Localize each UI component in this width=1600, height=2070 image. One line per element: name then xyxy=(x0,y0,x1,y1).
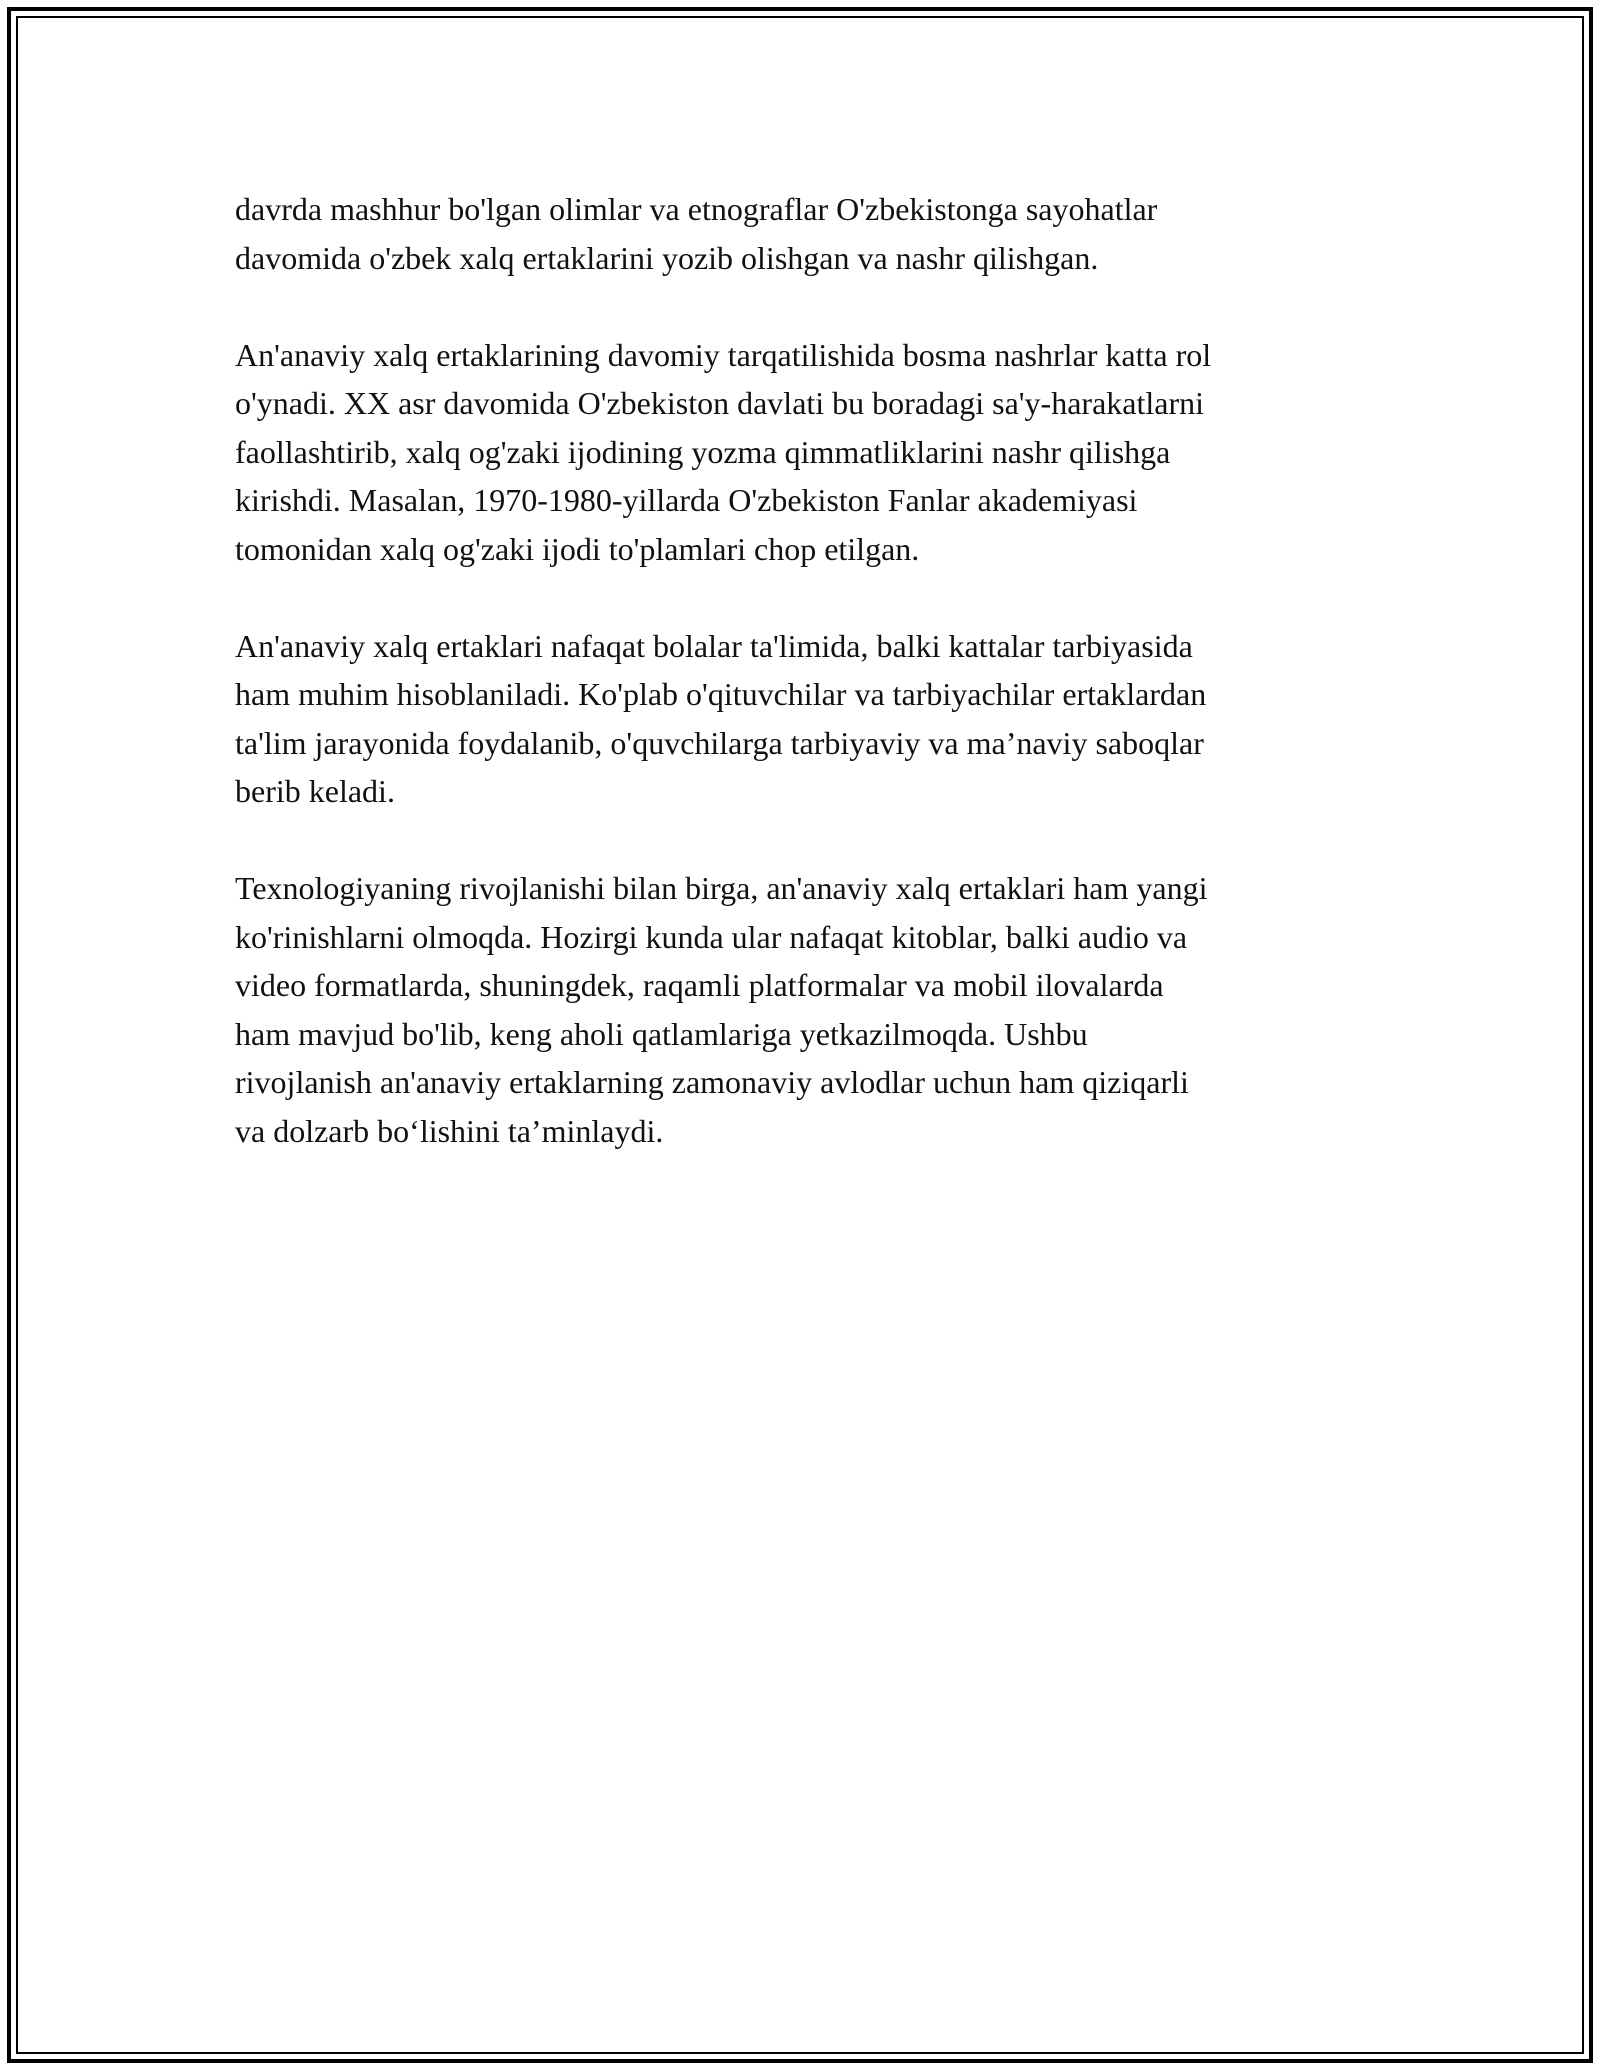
paragraph-1: davrda mashhur bo'lgan olimlar va etnograflar O'zbekistonga sayohatlar davomida o'zbek xalq ertaklarini yozib olishgan va nashr qilishgan. xyxy=(235,191,1158,276)
paragraph-3: An'anaviy xalq ertaklari nafaqat bolalar ta'limida, balki kattalar tarbiyasida ham muhim hisoblaniladi. Ko'plab o'qituvchilar va tarbiyachilar ertaklardan ta'lim jarayonida foydalanib, o'quvchilarga tarbiyaviy va ma’naviy saboqlar berib keladi. xyxy=(235,627,1207,809)
document-body xyxy=(235,185,1375,1204)
paragraph-2: An'anaviy xalq ertaklarining davomiy tarqatilishida bosma nashrlar katta rol o'ynadi. XX asr davomida O'zbekiston davlati bu boradagi sa'y-harakatlarni faollashtirib, xalq og'zaki ijodining yozma qimmatliklarini nashr qilishga kirishdi. Masalan, 1970-1980-yillarda O'zbekiston Fanlar akademiyasi tomonidan xalq og'zaki ijodi to'plamlari chop etilgan. xyxy=(235,336,1212,567)
paragraph-4: Texnologiyaning rivojlanishi bilan birga, an'anaviy xalq ertaklari ham yangi ko'rinishlarni olmoqda. Hozirgi kunda ular nafaqat kitoblar, balki audio va video formatlarda, shuningdek, raqamli platformalar va mobil ilovalarda ham mavjud bo'lib, keng aholi qatlamlariga yetkazilmoqda. Ushbu rivojlanish an'anaviy ertaklarning zamonaviy avlodlar uchun ham qiziqarli va dolzarb bo‘lishini ta’minlaydi. xyxy=(235,870,1208,1149)
